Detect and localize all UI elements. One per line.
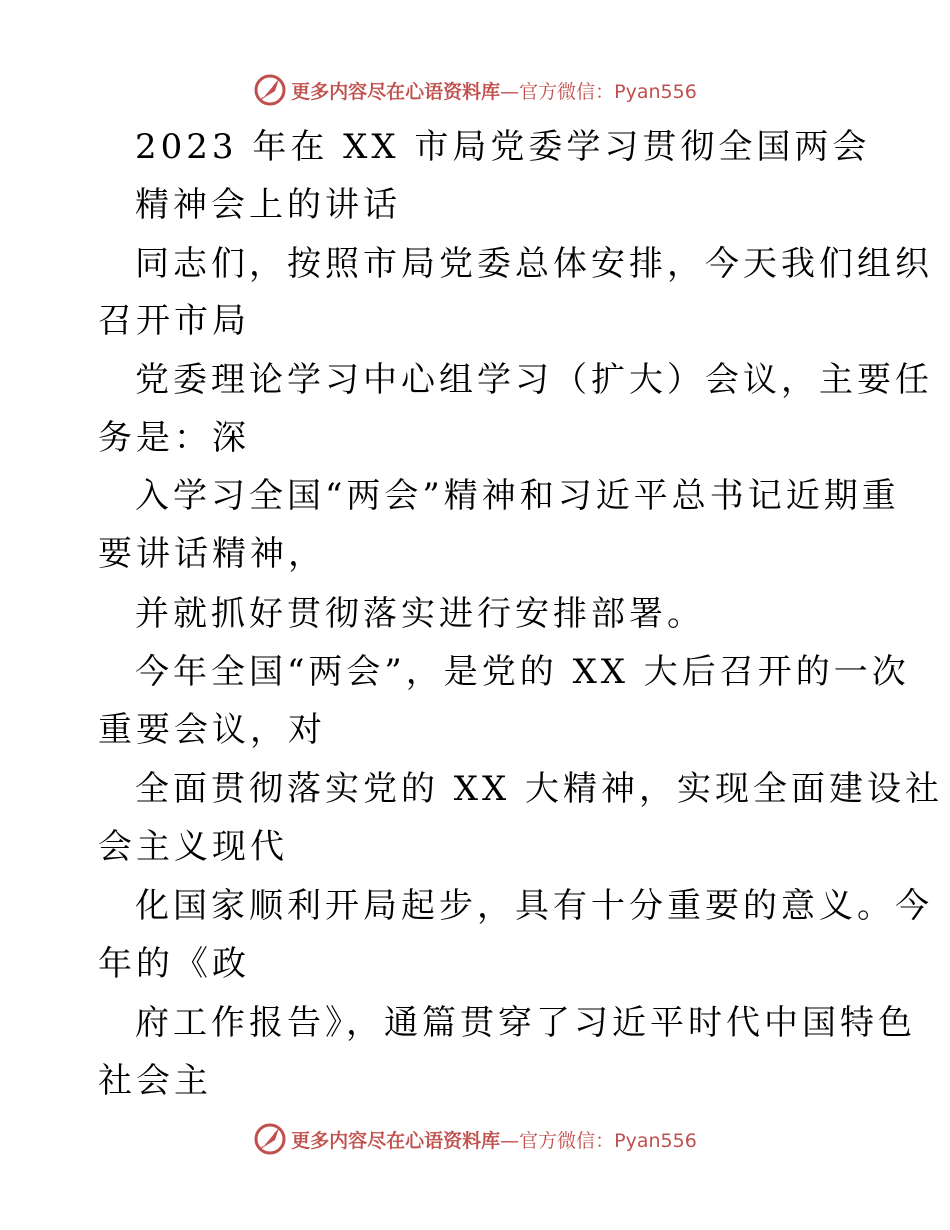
paragraph-line: 会主义现代	[98, 827, 288, 867]
document-title-line-2: 精神会上的讲话	[135, 185, 401, 225]
paragraph-line: 入学习全国“两会”精神和习近平总书记近期重	[135, 476, 900, 516]
paragraph-line: 并就抓好贯彻落实进行安排部署。	[135, 594, 705, 634]
header-banner	[0, 72, 950, 108]
quill-logo-icon	[253, 73, 287, 107]
paragraph-line: 年的《政	[98, 944, 250, 984]
quill-logo-icon	[253, 1122, 287, 1156]
paragraph-line: 同志们，按照市局党委总体安排，今天我们组织	[135, 244, 933, 284]
paragraph-line: 召开市局	[98, 301, 250, 341]
paragraph-line: 重要会议，对	[98, 710, 326, 750]
footer-banner-main: 更多内容尽在心语资料库	[291, 1129, 501, 1152]
footer-banner-rest: —官方微信：Pyan556	[500, 1129, 697, 1152]
footer-banner-text	[291, 1126, 697, 1153]
paragraph-line: 社会主	[98, 1061, 212, 1101]
header-banner-text	[291, 77, 697, 104]
header-banner-rest: —官方微信：Pyan556	[500, 80, 697, 103]
paragraph-line: 府工作报告》，通篇贯穿了习近平时代中国特色	[135, 1003, 916, 1043]
paragraph-line: 化国家顺利开局起步，具有十分重要的意义。今	[135, 886, 933, 926]
paragraph-line: 要讲话精神，	[98, 534, 326, 574]
paragraph-line: 务是：深	[98, 418, 250, 458]
header-banner-main: 更多内容尽在心语资料库	[291, 80, 501, 103]
paragraph-line: 党委理论学习中心组学习（扩大）会议，主要任	[135, 360, 933, 400]
paragraph-line: 全面贯彻落实党的 XX 大精神，实现全面建设社	[135, 769, 944, 809]
footer-banner	[0, 1121, 950, 1157]
document-title-line-1: 2023 年在 XX 市局党委学习贯彻全国两会	[135, 127, 871, 167]
paragraph-line: 今年全国“两会”，是党的 XX 大后召开的一次	[135, 652, 910, 692]
